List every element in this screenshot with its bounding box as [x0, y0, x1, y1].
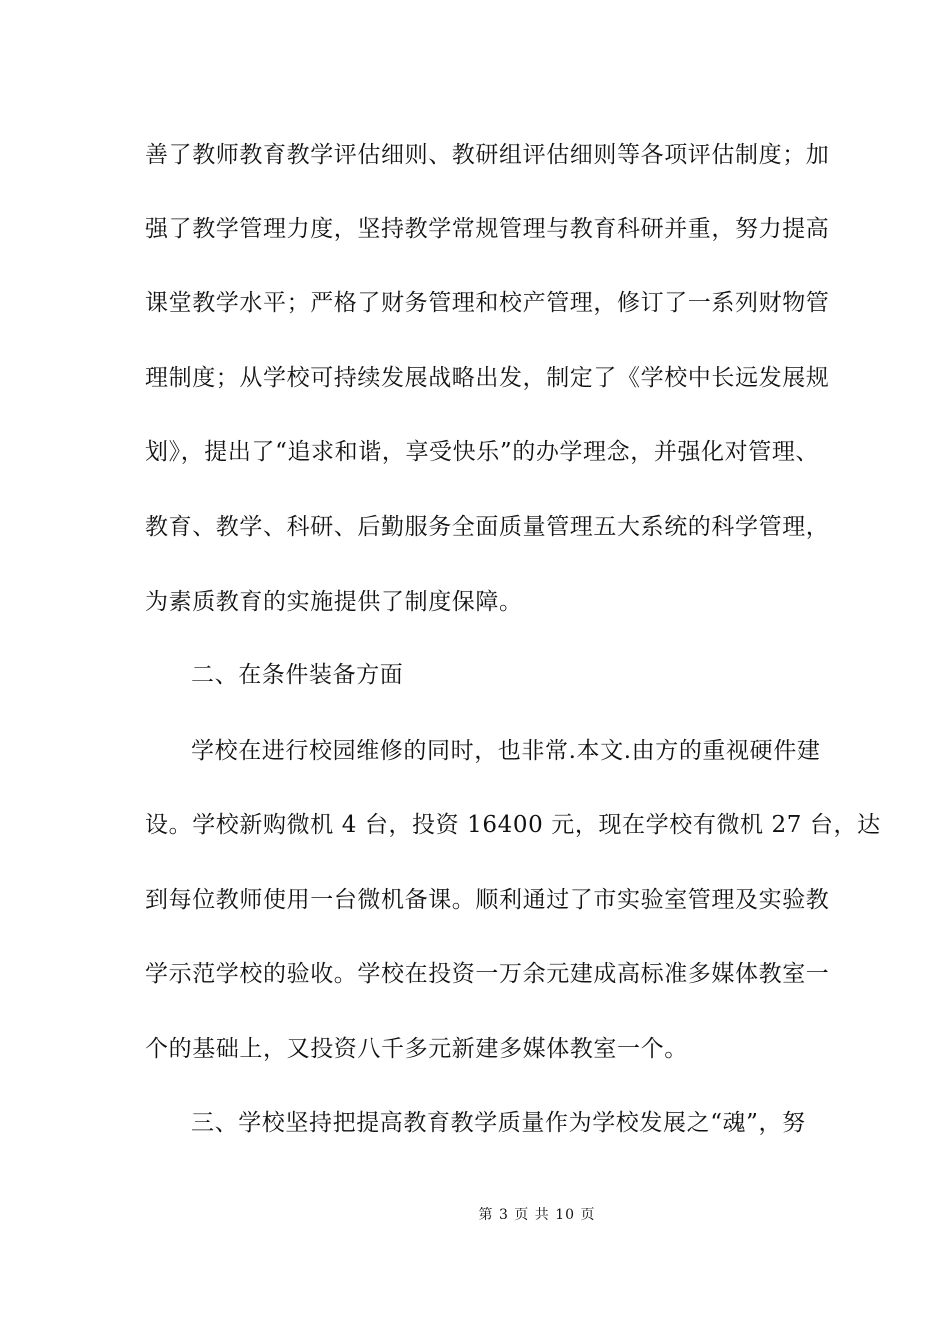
text-line: 教育、教学、科研、后勤服务全面质量管理五大系统的科学管理， [145, 514, 830, 540]
text-line: 强了教学管理力度，坚持教学常规管理与教育科研并重，努力提高 [145, 216, 830, 242]
text-line: 为素质教育的实施提供了制度保障。 [145, 589, 523, 615]
text-line: 理制度；从学校可持续发展战略出发，制定了《学校中长远发展规 [145, 365, 830, 391]
text-line: 学校在进行校园维修的同时，也非常.本文.由方的重视硬件建 [191, 738, 821, 764]
text-line: 到每位教师使用一台微机备课。顺利通过了市实验室管理及实验教 [145, 887, 830, 913]
page-number-footer: 第 3 页 共 10 页 [478, 1207, 596, 1223]
text-line: 划》，提出了“追求和谐，享受快乐”的办学理念，并强化对管理、 [145, 439, 820, 465]
text-line: 学示范学校的验收。学校在投资一万余元建成高标准多媒体教室一 [145, 961, 830, 987]
text-line: 设。学校新购微机 4 台，投资 16400 元，现在学校有微机 27 台，达 [145, 812, 881, 838]
text-line: 善了教师教育教学评估细则、教研组评估细则等各项评估制度；加 [145, 142, 830, 168]
text-line: 个的基础上，又投资八千多元新建多媒体教室一个。 [145, 1036, 688, 1062]
section-heading: 二、在条件装备方面 [191, 662, 404, 688]
text-line: 课堂教学水平；严格了财务管理和校产管理，修订了一系列财物管 [145, 290, 830, 316]
section-heading: 三、学校坚持把提高教育教学质量作为学校发展之“魂”，努 [191, 1110, 806, 1136]
